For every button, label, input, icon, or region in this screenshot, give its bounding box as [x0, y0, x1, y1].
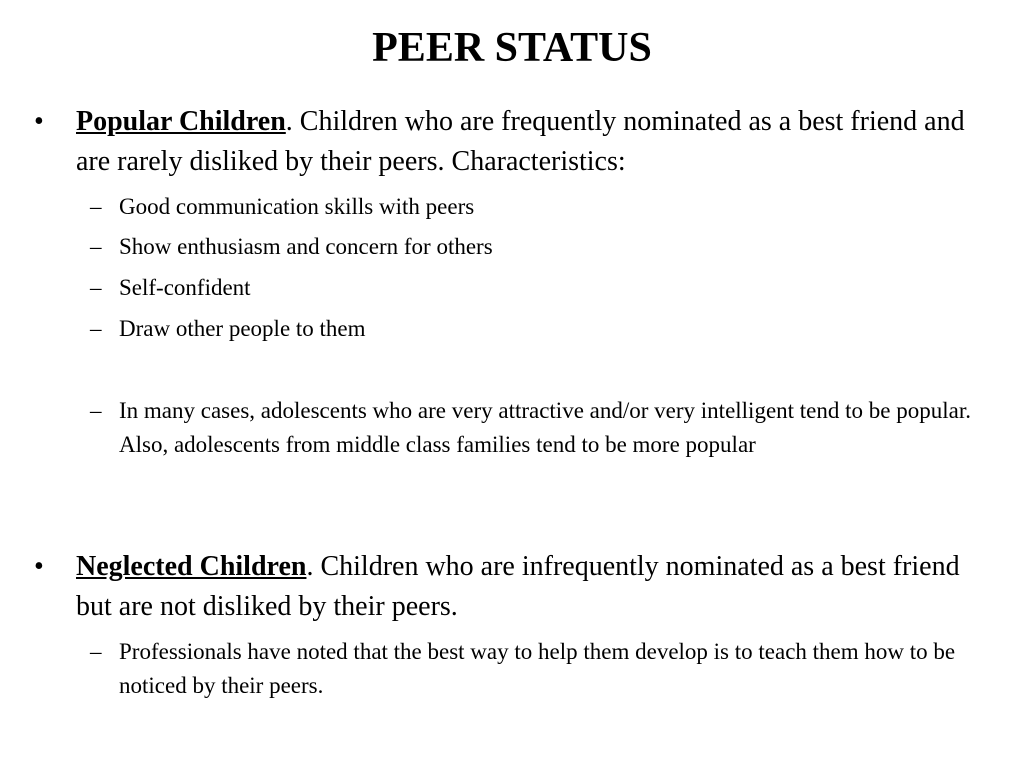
sub-text: Show enthusiasm and concern for others	[119, 234, 493, 259]
sub-text: Self-confident	[119, 275, 251, 300]
bullet-body: . Children who are frequently nominated as a best friend and are rarely disliked by their peers. Characteristics:	[76, 106, 965, 177]
sub-marker: –	[90, 234, 102, 259]
sub-marker: –	[90, 398, 102, 423]
bullet-marker: •	[34, 551, 44, 582]
slide-title: PEER STATUS	[372, 25, 652, 71]
sub-marker: –	[90, 639, 102, 664]
sub-marker: –	[90, 275, 102, 300]
bullet-text	[76, 102, 996, 182]
sub-text: Good communication skills with peers	[119, 194, 475, 219]
sub-text: Professionals have noted that the best way to help them develop is to teach them how to be noticed by their peers.	[119, 639, 956, 698]
sub-marker: –	[90, 316, 102, 341]
bullet-text	[76, 547, 996, 627]
sub-text: Draw other people to them	[119, 316, 366, 341]
sub-marker: –	[90, 194, 102, 219]
sub-text: In many cases, adolescents who are very attractive and/or very intelligent tend to be popular. Also, adolescents from middle class families tend to be more popular	[119, 398, 971, 457]
bullet-marker: •	[34, 106, 44, 137]
bullet-heading: Popular Children	[76, 106, 286, 137]
bullet-body: . Children who are infrequently nominated as a best friend but are not disliked by their peers.	[76, 551, 960, 622]
bullet-heading: Neglected Children	[76, 551, 307, 582]
